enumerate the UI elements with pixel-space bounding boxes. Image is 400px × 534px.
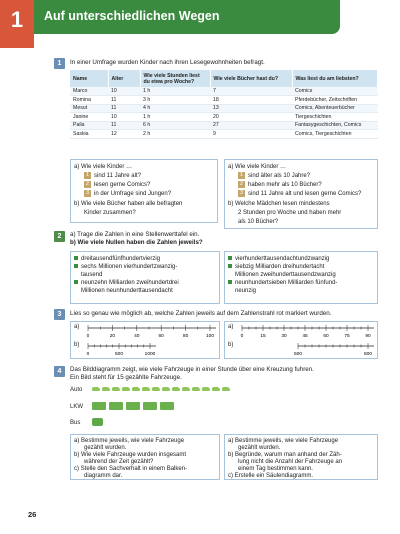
header-hours: Wie viele Stunden liest du etwa pro Woche? — [140, 70, 210, 87]
bullet-icon — [74, 264, 78, 268]
truck-icon — [143, 402, 157, 410]
table-row — [70, 104, 378, 113]
cell: Paila — [70, 121, 108, 130]
pictogram-row-bus — [70, 418, 103, 428]
cell: Romina — [70, 96, 108, 105]
chapter-title: Auf unterschiedlichen Wegen — [44, 9, 220, 23]
cell: 1 h — [140, 113, 210, 122]
task-2-left-1 — [74, 255, 160, 263]
numline-tick-label: 1000 — [144, 352, 156, 357]
task-2-line-b: b) Wie viele Nullen haben die Zahlen jeweils? — [70, 239, 203, 246]
task-1-right-b2: 2 Stunden pro Woche und haben mehr — [238, 210, 342, 216]
header-name: Name — [70, 70, 108, 87]
cell: 6 h — [140, 121, 210, 130]
task-2-right-5: neunzig — [235, 288, 257, 294]
task-2-left-2 — [74, 263, 177, 271]
cell: 13 — [210, 104, 292, 113]
task-1-right-a3 — [238, 190, 361, 198]
numline-tick-label: 500 — [114, 352, 124, 357]
numline-tick-label: 0 — [240, 334, 244, 339]
bullet-icon — [74, 280, 78, 284]
table-row — [70, 113, 378, 122]
task-2-line-a: a) Trage die Zahlen in eine Stellenwerttafel ein. — [70, 231, 200, 238]
cell: 7 — [210, 87, 292, 96]
cell: 9 — [210, 130, 292, 139]
task-3-number: 3 — [54, 309, 65, 320]
cell: 18 — [210, 96, 292, 105]
header-age: Alter — [108, 70, 140, 87]
numline-tick-label: 20 — [109, 334, 116, 339]
task-1-right-b1: b) Welche Mädchen lesen mindestens — [228, 201, 330, 207]
cell: 2 h — [140, 130, 210, 139]
car-icon — [112, 387, 120, 391]
task-2-right-2-text: siebzig Milliarden dreihundertacht — [235, 264, 325, 270]
task-2-right-4 — [228, 279, 337, 287]
task-1-left-b1: b) Wie viele Bücher haben alle befragten — [74, 201, 183, 207]
table-row — [70, 130, 378, 139]
numline-tick-label: 500 — [293, 352, 303, 357]
task-1-left-a3 — [84, 190, 171, 198]
bullet-icon — [228, 264, 232, 268]
numline-b-label: b) — [74, 342, 80, 348]
numline-a-label: a) — [74, 324, 80, 330]
car-icon — [152, 387, 160, 391]
numline-d-svg — [238, 340, 376, 358]
task-1-left-a2 — [84, 181, 150, 189]
task-1-left-a2-text: lesen gerne Comics? — [94, 182, 151, 189]
page-number: 26 — [28, 510, 37, 519]
task-1-right-a2 — [238, 181, 322, 189]
task-2-left-5: Millionen neunhunderttausendacht — [81, 288, 173, 294]
task-3-prompt: Lies so genau wie möglich ab, welche Zahlen jeweils auf dem Zahlenstrahl rot markiert wurden. — [70, 310, 332, 317]
truck-icon — [126, 402, 140, 410]
task-1-right-a1-text: sind älter als 10 Jahre? — [248, 173, 311, 180]
pictogram-row-lkw — [70, 402, 177, 412]
header-favorite: Was liest du am liebsten? — [292, 70, 378, 87]
survey-table — [70, 70, 378, 139]
cell: Tiergeschichten — [292, 113, 378, 122]
task-2-right-1 — [228, 255, 329, 263]
table-row — [70, 121, 378, 130]
task-4-number: 4 — [54, 366, 65, 377]
task-2-left-4-text: neunzehn Milliarden zweihundertdrei — [81, 280, 179, 286]
task-1-number: 1 — [54, 58, 65, 69]
numline-tick-label: 30 — [281, 334, 287, 339]
task-4-right-1: a) Bestimme jeweils, wie viele Fahrzeuge — [228, 438, 339, 444]
car-icon — [182, 387, 190, 391]
task-4-left-3: b) Wie viele Fahrzeuge wurden insgesamt — [74, 452, 187, 458]
task-4-right-4: lung nicht die Anzahl der Fahrzeuge an — [238, 459, 343, 465]
level-chip: 2 — [239, 181, 244, 187]
cell: Janine — [70, 113, 108, 122]
task-2-left-1-text: dreitausendfünfhundertvierzig — [81, 256, 161, 262]
numline-tick-label: 60 — [158, 334, 164, 339]
cell: Fantasygeschichten, Comics — [292, 121, 378, 130]
bullet-icon — [228, 280, 232, 284]
cell: 11 — [108, 104, 140, 113]
cell: Pferdebücher, Zeitschriften — [292, 96, 378, 105]
numline-d-label: b) — [228, 342, 234, 348]
task-2-right-1-text: vierhunderttausendachtundzwanzig — [235, 256, 330, 262]
task-4-right-2: gezählt wurden. — [238, 445, 281, 451]
numline-tick-label: 40 — [134, 334, 140, 339]
task-4-left-5: c) Stelle den Sachverhalt in einem Balken- — [74, 466, 188, 472]
numline-b-svg — [84, 340, 218, 358]
task-2-right-4-text: neunhundertsieben Milliarden fünfund- — [235, 280, 338, 286]
level-chip: 2 — [85, 181, 90, 187]
table-row — [70, 87, 378, 96]
numline-tick-label: 100 — [205, 334, 215, 339]
chapter-number: 1 — [0, 0, 34, 48]
level-chip: 1 — [239, 172, 244, 178]
cell: 11 — [108, 121, 140, 130]
car-icon — [132, 387, 140, 391]
truck-pictograms — [92, 402, 177, 412]
car-pictograms — [92, 387, 232, 393]
cell: 12 — [108, 130, 140, 139]
task-2-left-2-text: sechs Millionen vierhundertzwanzig- — [81, 264, 178, 270]
cell: 20 — [210, 113, 292, 122]
cell: Comics — [292, 87, 378, 96]
task-2-number: 2 — [54, 231, 65, 242]
bus-pictograms — [92, 418, 103, 428]
task-1-left-a: a) Wie viele Kinder … — [74, 164, 133, 170]
numline-tick-label: 90 — [365, 334, 371, 339]
task-2-left-3: tausend — [81, 272, 103, 278]
cell: Comics, Tiergeschichten — [292, 130, 378, 139]
numline-tick-label: 60 — [323, 334, 329, 339]
task-4-left-1: a) Bestimme jeweils, wie viele Fahrzeuge — [74, 438, 185, 444]
car-icon — [162, 387, 170, 391]
task-4-right-5: einem Tag bestimmen kann. — [238, 466, 313, 472]
cell: Marco — [70, 87, 108, 96]
header-books: Wie viele Bücher hast du? — [210, 70, 292, 87]
cell: Mesut — [70, 104, 108, 113]
cell: 11 — [108, 96, 140, 105]
bullet-icon — [228, 256, 232, 260]
task-1-left-a3-text: in der Umfrage sind Jungen? — [94, 191, 172, 198]
car-icon — [122, 387, 130, 391]
task-4-right-6: c) Erstelle ein Säulendiagramm. — [228, 473, 314, 479]
numline-tick-label: 600 — [363, 352, 373, 357]
car-icon — [142, 387, 150, 391]
row-label-bus: Bus — [70, 420, 81, 426]
numline-tick-label: 75 — [344, 334, 350, 339]
car-icon — [102, 387, 110, 391]
car-icon — [212, 387, 220, 391]
task-1-prompt: In einer Umfrage wurden Kinder nach ihren Lesegewohnheiten befragt. — [70, 59, 265, 66]
cell: 1 h — [140, 87, 210, 96]
truck-icon — [109, 402, 123, 410]
numline-tick-label: 45 — [302, 334, 308, 339]
task-4-prompt-2: Ein Bild steht für 15 gezählte Fahrzeuge. — [70, 374, 182, 381]
truck-icon — [92, 402, 106, 410]
numline-tick-label: 0 — [86, 352, 90, 357]
task-1-right-a2-text: haben mehr als 10 Bücher? — [248, 182, 322, 189]
car-icon — [172, 387, 180, 391]
task-1-right-a: a) Wie viele Kinder … — [228, 164, 287, 170]
numline-c-label: a) — [228, 324, 234, 330]
numline-tick-label: 0 — [86, 334, 90, 339]
cell: 10 — [108, 87, 140, 96]
task-2-right-3: Millionen zweihunderttausendzwanzig — [235, 272, 336, 278]
car-icon — [192, 387, 200, 391]
cell: Saskia — [70, 130, 108, 139]
table-row — [70, 96, 378, 105]
pictogram-row-auto — [70, 385, 232, 395]
task-4-prompt-1: Das Bilddiagramm zeigt, wie viele Fahrzeuge in einer Stunde über eine Kreuzung fuhren. — [70, 366, 314, 373]
level-chip: 3 — [239, 190, 244, 196]
cell: Comics, Abenteuerbücher — [292, 104, 378, 113]
bus-icon — [92, 418, 103, 426]
task-1-right-b3: als 10 Bücher? — [238, 219, 279, 225]
cell: 10 — [108, 113, 140, 122]
level-chip: 1 — [85, 172, 90, 178]
numline-tick-label: 15 — [260, 334, 266, 339]
row-label-lkw: LKW — [70, 404, 84, 410]
numline-c-svg — [238, 322, 376, 340]
task-2-left-4 — [74, 279, 179, 287]
car-icon — [222, 387, 230, 391]
task-4-left-2: gezählt wurden. — [84, 445, 127, 451]
task-4-left-6: diagramm dar. — [84, 473, 123, 479]
car-icon — [92, 387, 100, 391]
cell: 4 h — [140, 104, 210, 113]
row-label-auto: Auto — [70, 387, 83, 393]
numline-tick-label: 80 — [182, 334, 189, 339]
task-2-right-2 — [228, 263, 324, 271]
car-icon — [202, 387, 210, 391]
task-4-right-3: b) Begründe, warum man anhand der Zäh- — [228, 452, 342, 458]
task-1-left-a1 — [84, 172, 141, 180]
task-1-left-b2: Kinder zusammen? — [84, 210, 136, 216]
task-1-left-a1-text: sind 11 Jahre alt? — [94, 173, 141, 180]
truck-icon — [160, 402, 174, 410]
bullet-icon — [74, 256, 78, 260]
task-4-left-4: während der Zeit gezählt? — [84, 459, 154, 465]
level-chip: 3 — [85, 190, 90, 196]
task-1-right-a1 — [238, 172, 310, 180]
task-1-right-a3-text: sind 11 Jahre alt und lesen gerne Comics? — [248, 191, 362, 198]
cell: 27 — [210, 121, 292, 130]
cell: 3 h — [140, 96, 210, 105]
